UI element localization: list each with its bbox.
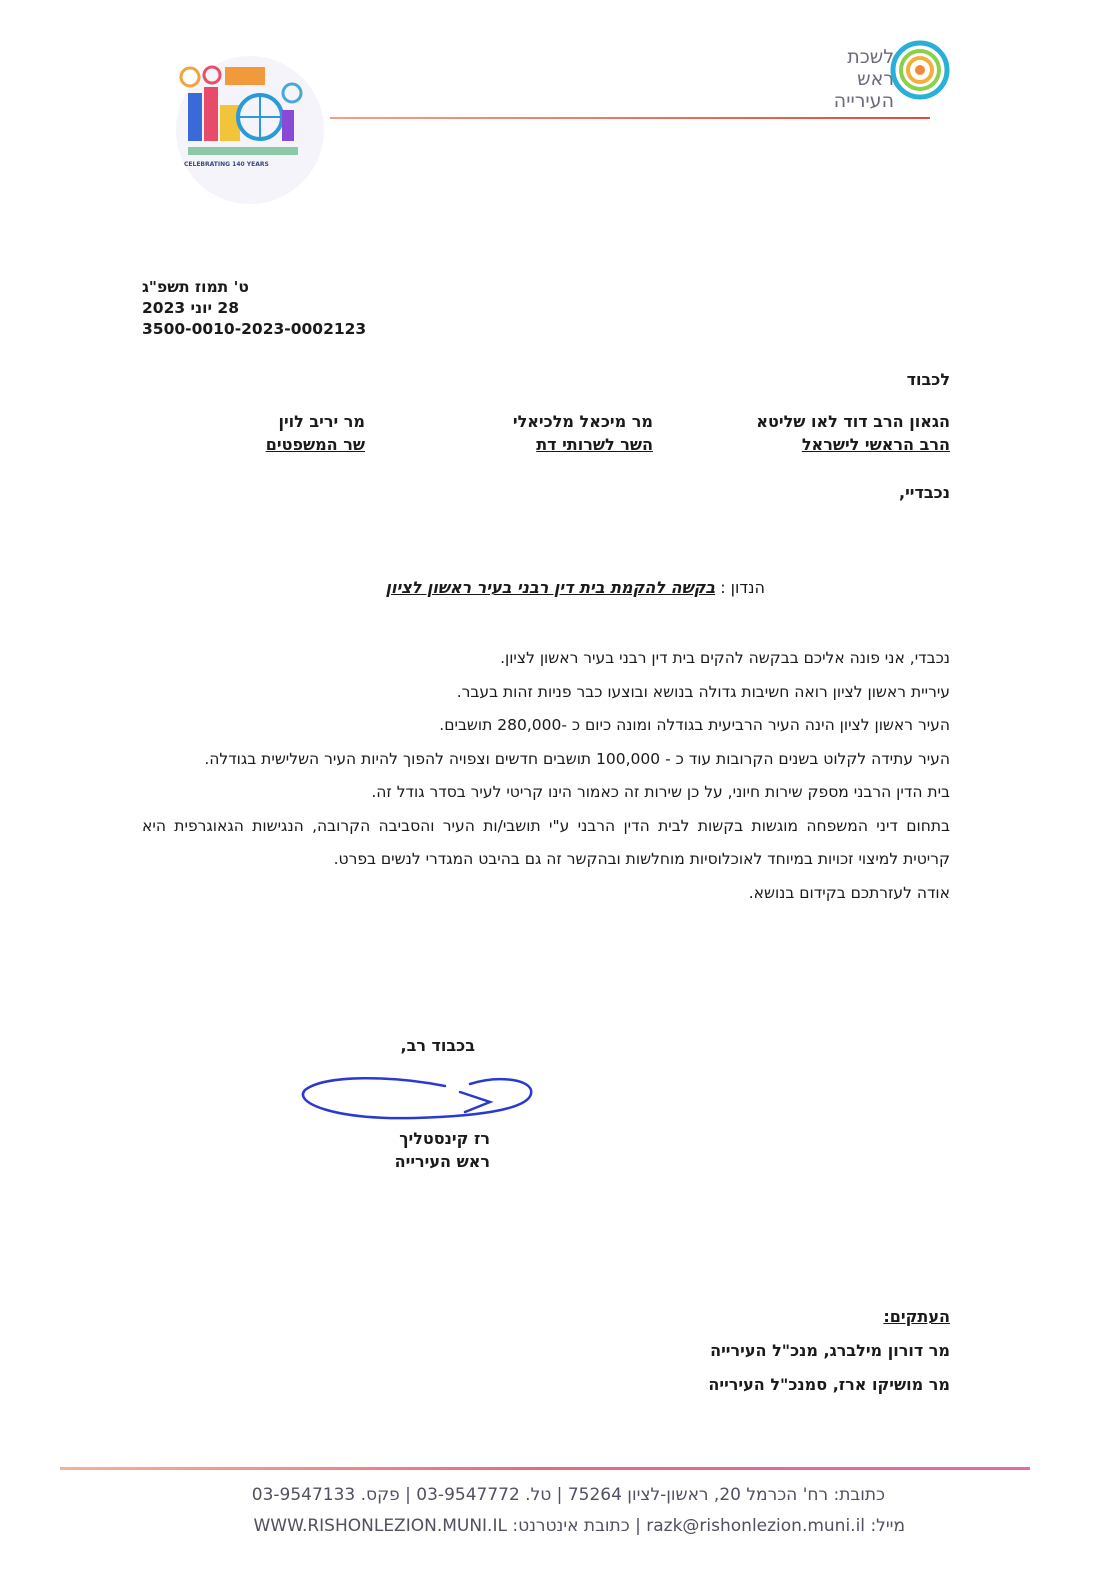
subject-line <box>385 578 765 597</box>
body-paragraph: בית הדין הרבני מספק שירות חיוני, על כן שירות זה כאמור הינו קריטי לעיר בסדר גודל זה. <box>371 783 950 801</box>
footer-address: כתובת: רח' הכרמל 20, ראשון-לציון 75264 | טל. 03-9547772 | פקס. 03-9547133 <box>251 1485 885 1505</box>
city-140-years-logo <box>170 55 330 205</box>
recipient-name: הגאון הרב דוד לאו שליטא <box>756 412 950 431</box>
gregorian-date: 28 יוני 2023 <box>142 299 239 317</box>
body-paragraph: נכבדי, אני פונה אליכם בבקשה להקים בית דין רבני בעיר ראשון לציון. <box>500 649 950 667</box>
brand-line-1: לשכת <box>847 46 894 68</box>
recipient-name: מר יריב לוין <box>278 412 365 431</box>
signer-role: ראש העירייה <box>394 1152 490 1171</box>
signer-name: רז קינסטליך <box>399 1129 490 1148</box>
body-paragraph: עיריית ראשון לציון רואה חשיבות גדולה בנושא ובוצעו כבר פניות זהות בעבר. <box>456 682 950 701</box>
date-block <box>142 277 372 340</box>
to-label: לכבוד <box>906 370 950 389</box>
logo-caption: CELEBRATING 140 YEARS <box>184 161 269 168</box>
footer-contact: מייל: razk@rishonlezion.muni.il | כתובת אינטרנט: WWW.RISHONLEZION.MUNI.IL <box>253 1516 905 1536</box>
copy-recipient: מר מושיקו ארז, סמנכ"ל העירייה <box>708 1375 950 1394</box>
hebrew-date: ט' תמוז תשפ"ג <box>142 278 249 296</box>
recipient-title: שר המשפטים <box>265 435 365 454</box>
recipient-3 <box>266 410 365 456</box>
greeting: נכבדיי, <box>899 483 950 502</box>
copies-block <box>708 1300 950 1402</box>
footer-divider <box>60 1467 1030 1470</box>
recipient-name: מר מיכאל מלכיאלי <box>512 412 653 431</box>
body-paragraph: העיר ראשון לציון הינה העיר הרביעית בגודלה ומונה כיום כ -280,000 תושבים. <box>439 716 950 734</box>
recipient-title: השר לשרותי דת <box>536 435 653 454</box>
mayor-office-brand-text <box>822 46 894 112</box>
reference-number: 3500-0010-2023-0002123 <box>142 320 367 338</box>
recipient-1 <box>756 410 950 456</box>
handwritten-signature <box>295 1068 540 1128</box>
body-paragraph: בתחום דיני המשפחה מוגשות בקשות לבית הדין הרבני ע"י תושבי/ות העיר והסביבה הקרובה, הנגישות הגאוגרפית היא קריטית למיצוי זכויות במיוחד לאוכלוסיות מוחלשות ובהקשר זה גם בהיבט המגדרי לנשים בפרט. <box>142 816 950 868</box>
subject-label: הנדון : <box>720 578 765 597</box>
letter-body <box>142 642 950 910</box>
signoff: בכבוד רב, <box>400 1036 475 1055</box>
swirl-logo-icon <box>890 40 950 100</box>
body-paragraph: אודה לעזרתכם בקידום בנושא. <box>748 883 950 902</box>
signer <box>395 1127 490 1173</box>
copy-recipient: מר דורון מילברג, מנכ"ל העירייה <box>710 1341 950 1360</box>
copies-heading: העתקים: <box>883 1307 950 1326</box>
recipient-title: הרב הראשי לישראל <box>801 435 950 454</box>
brand-line-3: העירייה <box>833 90 894 112</box>
header-divider <box>330 117 930 119</box>
subject-text: בקשה להקמת בית דין רבני בעיר ראשון לציון <box>385 578 716 597</box>
body-paragraph: העיר עתידה לקלוט בשנים הקרובות עוד כ - 100,000 תושבים חדשים וצפויה להפוך להיות העיר השלישית בגודלה. <box>204 749 950 768</box>
brand-line-2: ראש <box>857 68 894 90</box>
recipient-2 <box>513 410 653 456</box>
